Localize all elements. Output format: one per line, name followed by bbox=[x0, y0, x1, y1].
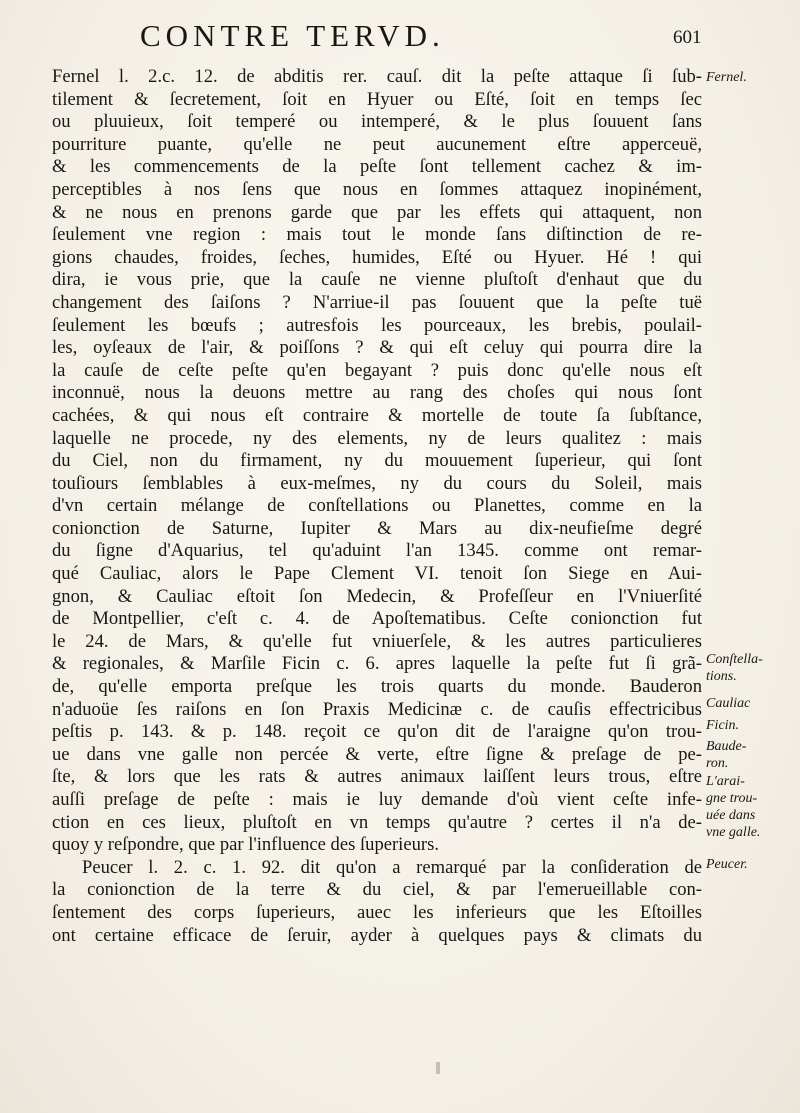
text-line: qué Cauliac, alors le Pape Clement VI. tenoit ſon Siege en Aui- bbox=[52, 563, 702, 585]
text-line: de, qu'elle emporta preſque les trois quarts du monde. Bauderon bbox=[52, 676, 702, 698]
text-line: & les commencements de la peſte ſont tellement cachez & im- bbox=[52, 156, 702, 178]
text-line: peſtis p. 143. & p. 148. reçoit ce qu'on dit de l'araigne qu'on trou- bbox=[52, 721, 702, 743]
marginal-text: ron. bbox=[706, 756, 729, 771]
text-line: ue dans vne galle non percée & verte, eſtre ſigne & preſage de pe- bbox=[52, 743, 702, 765]
text-line: d'vn certain mélange de conſtellations ou Planettes, comme en la bbox=[52, 495, 702, 517]
marginal-note-cauliac bbox=[706, 695, 798, 712]
marginal-text: gne trou- bbox=[706, 791, 758, 806]
text-line: changement des ſaiſons ? N'arriue-il pas ſouuent que la peſte tuë bbox=[52, 291, 702, 313]
marginal-note-ficin bbox=[706, 717, 798, 734]
marginal-text: uée dans bbox=[706, 808, 756, 823]
text-line: de Montpellier, c'eſt c. 4. de Apoſtematibus. Ceſte conionction fut bbox=[52, 608, 702, 630]
marginal-text: Cauliac bbox=[706, 696, 751, 711]
marginal-text: tions. bbox=[706, 669, 737, 684]
page-number: 601 bbox=[673, 27, 702, 48]
body-text bbox=[52, 66, 702, 947]
text-line: n'aduoüe ſes raiſons en ſon Praxis Medicinæ c. de cauſis effectricibus bbox=[52, 698, 702, 720]
text-line: pourriture puante, qu'elle ne peut aucunement eſtre apperceuë, bbox=[52, 133, 702, 155]
text-line: & ne nous en prenons garde que par les effets qui attaquent, non bbox=[52, 201, 702, 223]
text-line: la cauſe de ceſte peſte qu'en begayant ? puis donc qu'elle nous eſt bbox=[52, 359, 702, 381]
text-line: quoy y reſpondre, que par l'influence des ſuperieurs. bbox=[52, 834, 439, 856]
running-head bbox=[0, 18, 800, 58]
marginal-note-araigne bbox=[706, 773, 798, 841]
text-line: la conionction de la terre & du ciel, & par l'emerueillable con- bbox=[52, 879, 702, 901]
text-line: le 24. de Mars, & qu'elle fut vniuerſele, & les autres particulieres bbox=[52, 630, 702, 652]
text-line: inconnuë, nous la deuons mettre au rang des choſes qui nous ſont bbox=[52, 382, 702, 404]
marginal-note-bauderon bbox=[706, 738, 798, 772]
text-line: dira, ie vous prie, que la cauſe ne vienne pluſtoſt d'enhaut que du bbox=[52, 269, 702, 291]
marginal-note-peucer bbox=[706, 856, 798, 873]
text-line: tilement & ſecretement, ſoit en Hyuer ou Eſté, ſoit en temps ſec bbox=[52, 88, 702, 110]
text-line: ſte, & lors que les rats & autres animaux laiſſent leurs trous, eſtre bbox=[52, 766, 702, 788]
text-line: perceptibles à nos ſens que nous en ſommes attaquez inopinément, bbox=[52, 178, 702, 200]
text-line: les, oyſeaux de l'air, & poiſſons ? & qui eſt celuy qui pourra dire la bbox=[52, 337, 702, 359]
text-line: du Ciel, non du firmament, ny du mouuement ſuperieur, qui ſont bbox=[52, 450, 702, 472]
marginal-text: vne galle. bbox=[706, 825, 761, 840]
text-line: gnon, & Cauliac eſtoit ſon Medecin, & Profeſſeur en l'Vniuerſité bbox=[52, 585, 702, 607]
text-line: ction en ces lieux, pluſtoſt en vn temps qu'autre ? certes il n'a de- bbox=[52, 811, 702, 833]
text-line: gions chaudes, froides, ſeches, humides, Eſté ou Hyuer. Hé ! qui bbox=[52, 246, 702, 268]
text-line: du ſigne d'Aquarius, tel qu'aduint l'an 1345. comme ont remar- bbox=[52, 540, 702, 562]
text-line: conionction de Saturne, Iupiter & Mars au dix-neufieſme degré bbox=[52, 517, 702, 539]
text-line: Peucer l. 2. c. 1. 92. dit qu'on a remarqué par la conſideration de bbox=[82, 856, 702, 878]
text-line: laquelle ne procede, ny des elements, ny de leurs qualitez : mais bbox=[52, 427, 702, 449]
text-line: ont certaine efficace de ſeruir, ayder à quelques pays & climats du bbox=[52, 924, 702, 946]
marginal-note-constellations bbox=[706, 651, 798, 685]
marginal-text: Baude- bbox=[706, 739, 747, 754]
marginal-text: Fernel. bbox=[706, 70, 747, 85]
marginal-text: Conſtella- bbox=[706, 652, 763, 667]
marginal-text: Ficin. bbox=[706, 718, 740, 733]
marginal-text: Peucer. bbox=[706, 857, 748, 872]
text-line: touſiours ſemblables à eux-meſmes, ny du cours du Soleil, mais bbox=[52, 472, 702, 494]
text-line: ſeulement vne region : mais tout le monde ſans diſtinction de re- bbox=[52, 224, 702, 246]
text-line: & regionales, & Marſile Ficin c. 6. apres laquelle la peſte fut ſi grã- bbox=[52, 653, 702, 675]
text-line: ou pluuieux, ſoit temperé ou intemperé, & le plus ſouuent ſans bbox=[52, 111, 702, 133]
text-line: auſſi preſage de peſte : mais ie luy demande d'où vient ceſte infe- bbox=[52, 789, 702, 810]
text-line: ſentement des corps ſuperieurs, auec les inferieurs que les Eſtoilles bbox=[52, 901, 702, 923]
marginal-text: L'arai- bbox=[706, 774, 745, 789]
text-line: ſeulement les bœufs ; autresfois les pourceaux, les brebis, poulail- bbox=[52, 314, 702, 336]
page-title: CONTRE TERVD. bbox=[140, 18, 445, 53]
marginal-note-fernel bbox=[706, 69, 798, 86]
ink-mark bbox=[436, 1062, 440, 1074]
text-line: Fernel l. 2.c. 12. de abditis rer. cauſ. dit la peſte attaque ſi ſub- bbox=[52, 66, 702, 87]
text-line: cachées, & qui nous eſt contraire & mortelle de toute ſa ſubſtance, bbox=[52, 404, 702, 426]
